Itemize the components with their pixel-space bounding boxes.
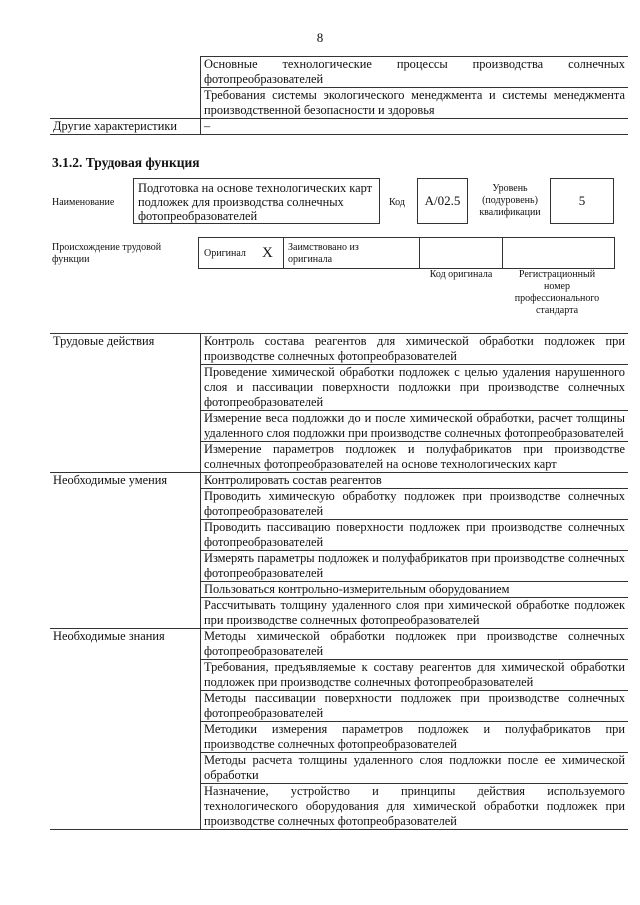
code-label: Код	[389, 197, 405, 208]
table-row: Проведение химической обработки подложек с целью удаления нарушенного слоя и пассивации поверхности подложки при производстве солнечных фотопреобразователей	[201, 365, 629, 411]
original-mark: X	[262, 245, 273, 261]
group-label-spacer	[50, 520, 201, 551]
level-label: Уровень (подуровень) квалификации	[479, 183, 541, 218]
table-cell-text: Основные технологические процессы производства солнечных фотопреобразователей	[201, 57, 629, 88]
table-row: Пользоваться контрольно-измерительным оборудованием	[201, 582, 629, 598]
table-row: Проводить пассивацию поверхности подложек при производстве солнечных фотопреобразователей	[201, 520, 629, 551]
table-cell-label	[50, 57, 201, 88]
group-label-spacer	[50, 582, 201, 598]
table-cell-text: –	[201, 119, 629, 135]
group-label: Необходимые умения	[50, 473, 201, 489]
origin-row	[198, 237, 615, 269]
group-label: Необходимые знания	[50, 629, 201, 660]
code-value: А/02.5	[417, 178, 468, 224]
group-label-spacer	[50, 691, 201, 722]
page-number: 8	[316, 30, 324, 45]
characteristics-table	[50, 56, 628, 135]
table-row: Контроль состава реагентов для химической обработки подложек при производстве солнечных фотопреобразователей	[201, 334, 629, 365]
table-cell-label: Другие характеристики	[50, 119, 201, 135]
table-row: Назначение, устройство и принципы действия используемого технологического оборудования для химической обработки подложек при производстве солнечных фотопреобразователей	[201, 784, 629, 830]
origin-label: Происхождение трудовой функции	[52, 242, 162, 265]
section-title: 3.1.2. Трудовая функция	[52, 155, 200, 170]
group-label-spacer	[50, 442, 201, 473]
table-row: Методики измерения параметров подложек и полуфабрикатов при производстве солнечных фотопреобразователей	[201, 722, 629, 753]
group-label-spacer	[50, 660, 201, 691]
reg-number-label: Регистрационный номер профессионального стандарта	[514, 269, 600, 316]
original-label: Оригинал	[204, 248, 246, 259]
group-label-spacer	[50, 411, 201, 442]
code-original-label: Код оригинала	[429, 269, 493, 280]
group-label: Трудовые действия	[50, 334, 201, 365]
group-label-spacer	[50, 551, 201, 582]
table-cell-text: Требования системы экологического менеджмента и системы менеджмента производственной безопасности и здоровья	[201, 88, 629, 119]
group-label-spacer	[50, 784, 201, 830]
group-label-spacer	[50, 753, 201, 784]
function-details-table	[50, 333, 628, 830]
table-row: Измерение параметров подложек и полуфабрикатов при производстве солнечных фотопреобразователей на основе технологических карт	[201, 442, 629, 473]
table-row: Требования, предъявляемые к составу реагентов для химической обработки подложек при производстве солнечных фотопреобразователей	[201, 660, 629, 691]
table-row: Проводить химическую обработку подложек при производстве солнечных фотопреобразователей	[201, 489, 629, 520]
name-value: Подготовка на основе технологических карт подложек для производства солнечных фотопреобразователей	[133, 178, 380, 224]
table-row: Методы пассивации поверхности подложек при производстве солнечных фотопреобразователей	[201, 691, 629, 722]
group-label-spacer	[50, 598, 201, 629]
table-row: Методы расчета толщины удаленного слоя подложки после ее химической обработки	[201, 753, 629, 784]
level-value: 5	[550, 178, 614, 224]
table-row: Методы химической обработки подложек при производстве солнечных фотопреобразователей	[201, 629, 629, 660]
group-label-spacer	[50, 365, 201, 411]
table-row: Измерять параметры подложек и полуфабрикатов при производстве солнечных фотопреобразователей	[201, 551, 629, 582]
table-row: Контролировать состав реагентов	[201, 473, 629, 489]
borrowed-label: Заимствовано из оригинала	[288, 242, 359, 265]
group-label-spacer	[50, 722, 201, 753]
table-row: Рассчитывать толщину удаленного слоя при химической обработке подложек при производстве солнечных фотопреобразователей	[201, 598, 629, 629]
name-label: Наименование	[52, 197, 115, 208]
group-label-spacer	[50, 489, 201, 520]
table-cell-label	[50, 88, 201, 119]
table-row: Измерение веса подложки до и после химической обработки, расчет толщины удаленного слоя подложки при производстве солнечных фотопреобразователей	[201, 411, 629, 442]
